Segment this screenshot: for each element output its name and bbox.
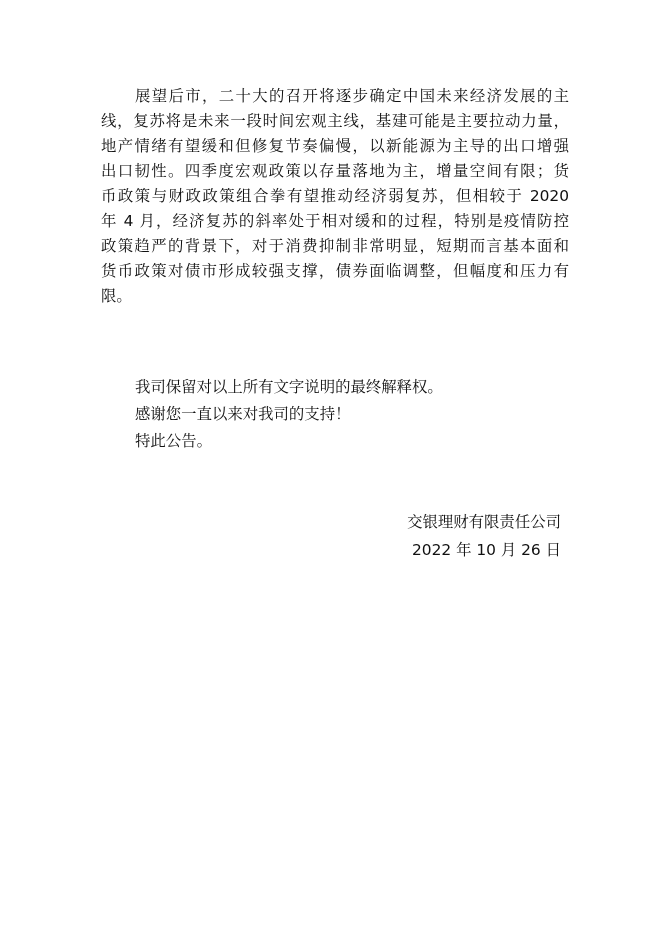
company-name: 交银理财有限责任公司: [407, 513, 561, 531]
closing-statements: [135, 374, 575, 455]
paragraph-line: 地产情绪有望缓和但修复节奏偏慢，以新能源为主导的出口增强: [101, 137, 569, 155]
paragraph-line: 限。: [101, 287, 132, 305]
paragraph-line: 货币政策对债市形成较强支撑，债券面临调整，但幅度和压力有: [101, 262, 569, 280]
announcement-date: 2022 年 10 月 26 日: [412, 541, 561, 559]
signature-block: [407, 508, 561, 564]
paragraph-line: 年 4 月，经济复苏的斜率处于相对缓和的过程，特别是疫情防控: [101, 212, 569, 230]
announcement-line: 特此公告。: [135, 432, 212, 450]
market-outlook-paragraph: [101, 84, 569, 309]
paragraph-line: 币政策与财政政策组合拳有望推动经济弱复苏，但相较于 2020: [101, 187, 569, 205]
paragraph-line: 线，复苏将是未来一段时间宏观主线，基建可能是主要拉动力量，: [101, 112, 569, 130]
thanks-line: 感谢您一直以来对我司的支持！: [135, 405, 351, 423]
paragraph-line: 出口韧性。四季度宏观政策以存量落地为主，增量空间有限；货: [101, 162, 569, 180]
disclaimer-line: 我司保留对以上所有文字说明的最终解释权。: [135, 378, 443, 396]
paragraph-line: 政策趋严的背景下，对于消费抑制非常明显，短期而言基本面和: [101, 237, 569, 255]
paragraph-line: 展望后市，二十大的召开将逐步确定中国未来经济发展的主: [135, 87, 569, 105]
